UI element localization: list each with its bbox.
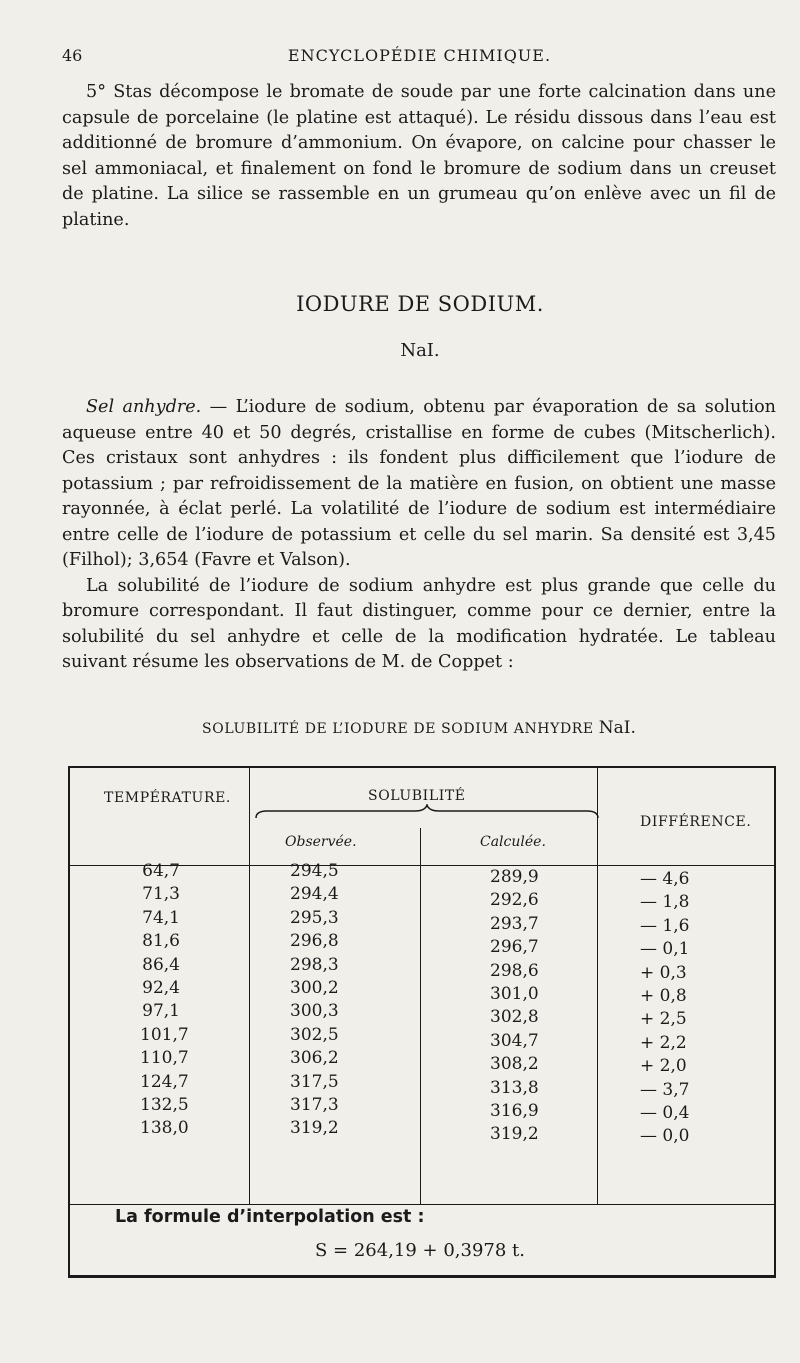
column-observee [290,860,360,1141]
column-temperature [140,860,189,1141]
table-cell: — 3,7 [640,1079,690,1100]
column-rule-1 [249,768,250,1205]
table-cell: 289,9 [490,867,539,887]
section-formula: NaI. [400,340,440,361]
table-cell: 298,3 [290,954,339,975]
table-cell: — 0,0 [640,1126,690,1147]
table-cell: 92,4 [142,978,180,999]
table-cell: 71,3 [142,884,180,905]
table-cell: 64,7 [142,861,180,881]
running-header [62,46,777,70]
table-cell: 81,6 [142,931,180,952]
table-cell: 293,7 [490,913,539,934]
page-number: 46 [62,46,83,65]
table-cell: — 4,6 [640,869,690,889]
table-cell: 306,2 [290,1048,339,1069]
table-cell: 300,3 [290,1001,339,1022]
table-cell: 138,0 [140,1118,189,1139]
table-cell: + 0,8 [640,986,687,1007]
table-cell: 313,8 [490,1077,539,1098]
table-cell: 296,8 [290,931,339,952]
table-cell: 294,5 [290,861,339,881]
table-cell: 86,4 [142,954,180,975]
table-cell: 319,2 [290,1118,339,1139]
header-difference: DIFFÉRENCE. [640,814,752,830]
table-cell: + 2,2 [640,1032,687,1053]
column-difference [640,868,720,1149]
column-rule-2 [420,828,421,1205]
paragraph-stas-text: 5° Stas décompose le bromate de soude par une forte calcination dans une capsule de porcelaine (le platine est attaqué). Le résidu dissous dans l’eau est additionné de bromure d’ammonium. On évapore, on calcine pour chasser le sel ammoniacal, et finalement on fond le bromure de sodium dans un creuset de platine. La silice se rassemble en un grumeau qu’on enlève avec un fil de platine. [62,82,776,230]
header-calculee: Calculée. [480,834,546,850]
section-title: IODURE DE SODIUM. [296,292,544,316]
table-caption [62,718,776,738]
table-cell: 101,7 [140,1024,189,1045]
table-cell: 295,3 [290,907,339,928]
table-cell: 124,7 [140,1071,189,1092]
table-cell: 302,8 [490,1007,539,1028]
column-calculee [490,866,560,1147]
paragraph-body [62,395,776,676]
table-cell: 317,3 [290,1095,339,1116]
table-caption-text: SOLUBILITÉ DE L’IODURE DE SODIUM ANHYDRE [202,721,594,737]
table-cell: 300,2 [290,978,339,999]
table-cell: 132,5 [140,1095,189,1116]
running-title: ENCYCLOPÉDIE CHIMIQUE. [287,46,552,65]
table-cell: 294,4 [290,884,339,905]
table-cell: 298,6 [490,960,539,981]
table-cell: 296,7 [490,937,539,958]
interpolation-equation: S = 264,19 + 0,3978 t. [314,1240,526,1261]
table-cell: — 1,6 [640,915,690,936]
table-cell: 292,6 [490,890,539,911]
table-caption-formula: NaI. [598,718,636,738]
table-cell: 319,2 [490,1124,539,1145]
table-cell: 316,9 [490,1101,539,1122]
table-cell: 74,1 [142,907,180,928]
paragraph-stas [62,80,776,233]
footer-rule [70,1204,774,1205]
solubilite-brace [255,804,600,820]
table-cell: — 0,1 [640,939,690,960]
paragraph-solubilite: La solubilité de l’iodure de sodium anhydre est plus grande que celle du bromure correspondant. Il faut distinguer, comme pour ce dernier, entre la solubilité du sel anhydre et celle de la modification hydratée. Le tableau suivant résume les observations de M. de Coppet : [62,575,776,672]
table-cell: — 0,4 [640,1103,690,1124]
paragraph-anhydre-text: — L’iodure de sodium, obtenu par évaporation de sa solution aqueuse entre 40 et 50 degrés, cristallise en forme de cubes (Mitscherlich). Ces cristaux sont anhydres : ils fondent plus difficilement que l’iodure de potassium ; par refroidissement de la matière en fusion, on obtient une masse rayonnée, à éclat perlé. La volatilité de l’iodure de sodium est intermédiaire entre celle de l’iodure de potassium et celle du sel marin. Sa densité est 3,45 (Filhol); 3,654 (Favre et Valson). [62,397,776,570]
table-cell: — 1,8 [640,892,690,913]
header-temperature: TEMPÉRATURE. [104,790,231,806]
interpolation-label: La formule d’interpolation est : [115,1207,425,1227]
table-cell: + 2,5 [640,1009,687,1030]
table-cell: 97,1 [142,1001,180,1022]
table-cell: 308,2 [490,1054,539,1075]
table-cell: 301,0 [490,984,539,1005]
table-cell: 302,5 [290,1024,339,1045]
table-cell: 110,7 [140,1048,189,1069]
column-rule-3 [597,768,598,1205]
table-cell: + 2,0 [640,1056,687,1077]
header-solubilite: SOLUBILITÉ [368,788,466,804]
table-cell: 304,7 [490,1030,539,1051]
paragraph-anhydre [62,395,776,574]
paragraph-lead: Sel anhydre. [86,397,202,417]
header-observee: Observée. [285,834,357,850]
table-cell: + 0,3 [640,962,687,983]
table-cell: 317,5 [290,1071,339,1092]
